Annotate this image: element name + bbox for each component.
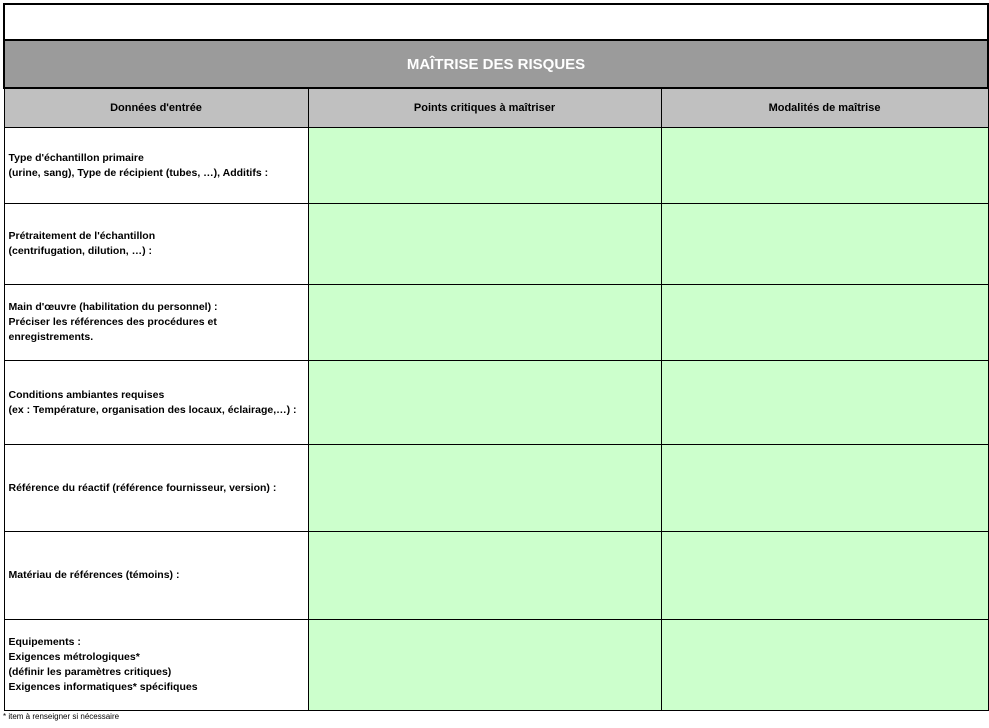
control-methods-cell[interactable] xyxy=(661,204,988,285)
critical-points-cell[interactable] xyxy=(308,128,661,204)
critical-points-cell[interactable] xyxy=(308,285,661,361)
row-label-equipment: Equipements : Exigences métrologiques* (définir les paramètres critiques) Exigences informatiques* spécifiques xyxy=(4,620,308,711)
column-header-input-data: Données d'entrée xyxy=(4,88,308,128)
table-row xyxy=(4,361,988,445)
critical-points-cell[interactable] xyxy=(308,361,661,445)
row-label-pretreatment: Prétraitement de l'échantillon (centrifugation, dilution, …) : xyxy=(4,204,308,285)
column-header-control-methods: Modalités de maîtrise xyxy=(661,88,988,128)
row-label-ambient-conditions: Conditions ambiantes requises (ex : Température, organisation des locaux, éclairage,…) : xyxy=(4,361,308,445)
control-methods-cell[interactable] xyxy=(661,445,988,532)
table-row xyxy=(4,620,988,711)
column-header-critical-points: Points critiques à maîtriser xyxy=(308,88,661,128)
row-label-sample-type: Type d'échantillon primaire (urine, sang), Type de récipient (tubes, …), Additifs : xyxy=(4,128,308,204)
risk-table xyxy=(3,39,989,711)
table-row xyxy=(4,128,988,204)
row-label-reagent-reference: Référence du réactif (référence fournisseur, version) : xyxy=(4,445,308,532)
table-title: MAÎTRISE DES RISQUES xyxy=(4,40,988,88)
control-methods-cell[interactable] xyxy=(661,620,988,711)
row-label-reference-material: Matériau de références (témoins) : xyxy=(4,532,308,620)
table-row xyxy=(4,285,988,361)
critical-points-cell[interactable] xyxy=(308,620,661,711)
table-row xyxy=(4,204,988,285)
top-blank-band xyxy=(3,3,989,41)
control-methods-cell[interactable] xyxy=(661,128,988,204)
control-methods-cell[interactable] xyxy=(661,532,988,620)
critical-points-cell[interactable] xyxy=(308,445,661,532)
critical-points-cell[interactable] xyxy=(308,532,661,620)
control-methods-cell[interactable] xyxy=(661,361,988,445)
footnote: * item à renseigner si nécessaire xyxy=(3,712,120,721)
critical-points-cell[interactable] xyxy=(308,204,661,285)
row-label-workforce: Main d'œuvre (habilitation du personnel) : Préciser les références des procédures et enregistrements. xyxy=(4,285,308,361)
table-row xyxy=(4,445,988,532)
control-methods-cell[interactable] xyxy=(661,285,988,361)
table-row xyxy=(4,532,988,620)
